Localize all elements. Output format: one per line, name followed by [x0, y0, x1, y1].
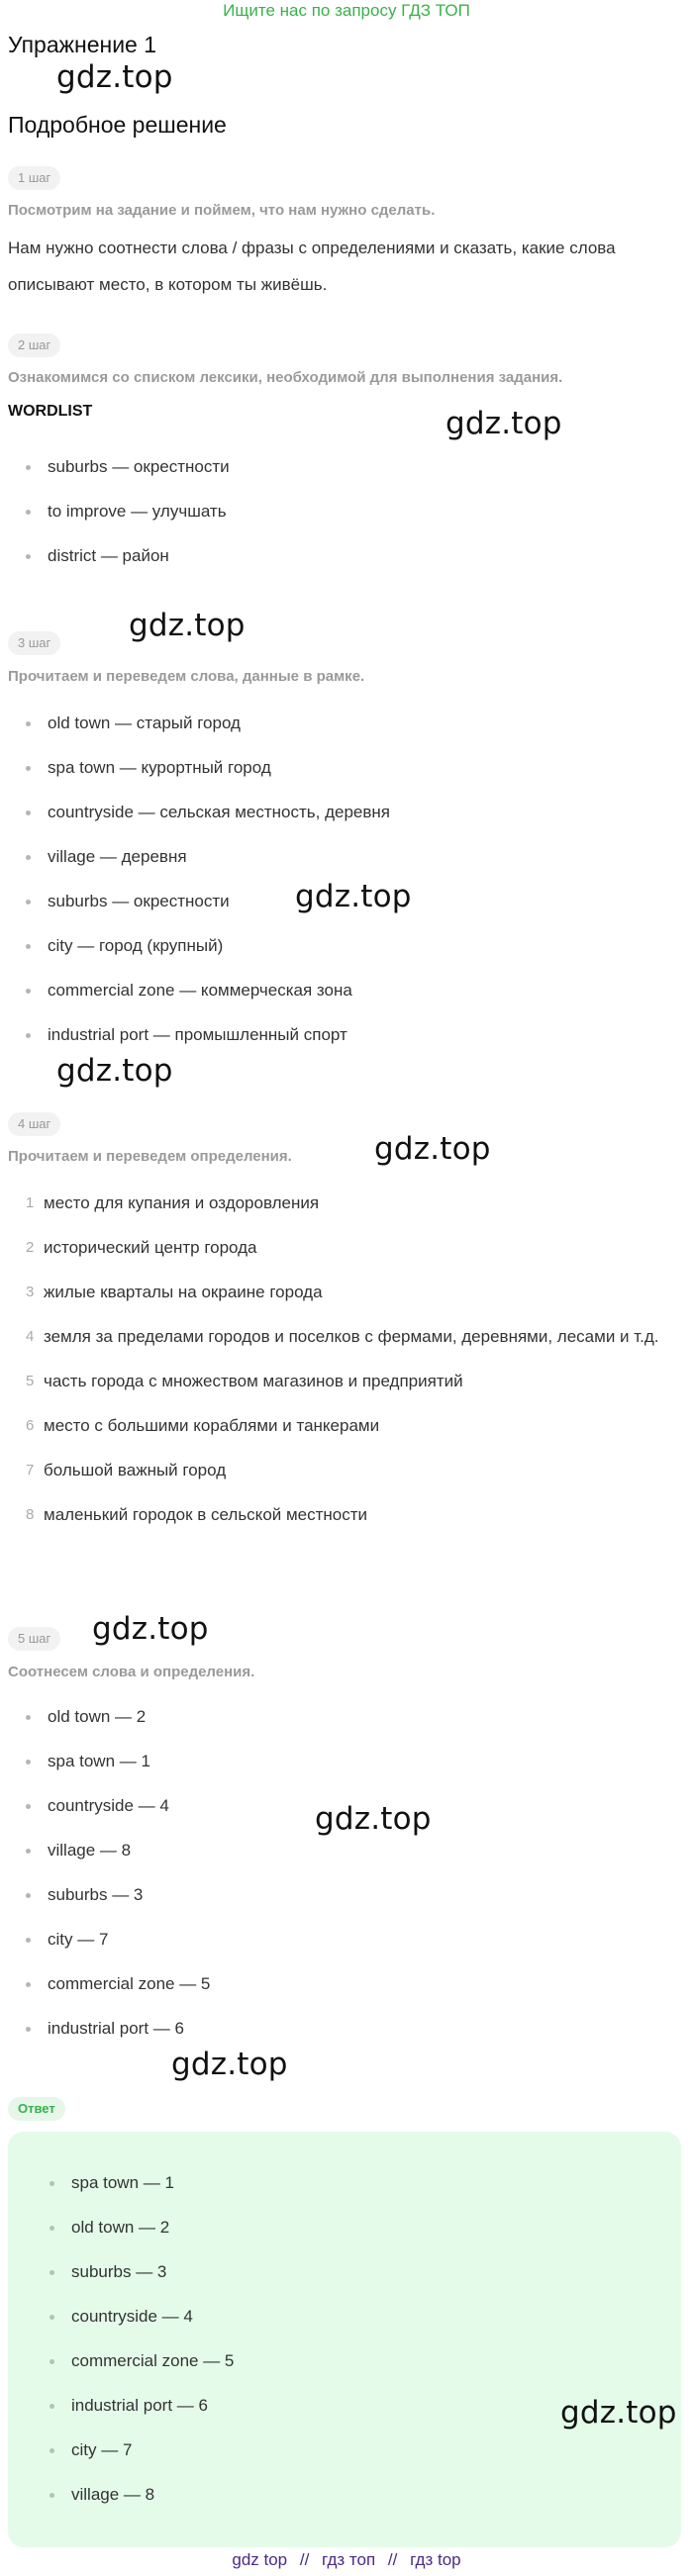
list-item: industrial port — 6 [0, 2011, 210, 2055]
watermark: gdz.top [92, 1611, 209, 1647]
step-badge: 3 шаг [8, 631, 60, 655]
watermark: gdz.top [171, 2047, 288, 2082]
wordlist-title: WORDLIST [8, 403, 93, 420]
bullet-icon [50, 2448, 54, 2453]
list-item: old town — старый город [0, 706, 390, 750]
list-item: city — 7 [0, 1922, 210, 1966]
bullet-icon [26, 766, 31, 771]
bullet-icon [26, 1938, 31, 1943]
bullet-icon [26, 989, 31, 994]
list-item: 5 часть города с множеством магазинов и предприятий [26, 1372, 463, 1390]
bullet-icon [26, 510, 31, 515]
bullet-icon [50, 2359, 54, 2364]
bullet-icon [26, 1033, 31, 1038]
list-item: city — город (крупный) [0, 928, 390, 973]
answer-box [8, 2132, 681, 2547]
watermark: gdz.top [315, 1801, 432, 1837]
step-badge: 4 шаг [8, 1112, 60, 1136]
list-item: spa town — 1 [8, 2165, 234, 2210]
list-item: old town — 2 [0, 1699, 210, 1744]
list-item: 4 земля за пределами городов и поселков с фермами, деревнями, лесами и т.д. [26, 1327, 659, 1346]
list-item: commercial zone — 5 [8, 2343, 234, 2388]
list-item: commercial zone — 5 [0, 1966, 210, 2011]
top-banner[interactable]: Ищите нас по запросу ГДЗ ТОП [223, 1, 470, 20]
bullet-icon [50, 2315, 54, 2320]
step-description: Соотнесем слова и определения. [8, 1664, 255, 1680]
watermark: gdz.top [56, 1053, 173, 1089]
list-item: countryside — 4 [8, 2299, 234, 2343]
bullet-icon [26, 1982, 31, 1987]
list-item: industrial port — промышленный спорт [0, 1017, 390, 1062]
bullet-icon [26, 811, 31, 815]
list-item: industrial port — 6 [8, 2388, 234, 2433]
bullet-icon [50, 2404, 54, 2409]
bullet-icon [50, 2270, 54, 2275]
footer-separator: // [387, 2550, 398, 2569]
list-item: countryside — 4 [0, 1788, 210, 1833]
watermark: gdz.top [446, 406, 562, 441]
bullet-icon [26, 2027, 31, 2032]
list-item: commercial zone — коммерческая зона [0, 973, 390, 1017]
bullet-icon [26, 1893, 31, 1898]
list-item: countryside — сельская местность, деревня [0, 795, 390, 839]
bullet-icon [26, 1849, 31, 1854]
list-item: suburbs — окрестности [0, 884, 390, 928]
watermark: gdz.top [560, 2395, 677, 2431]
section-title: Подробное решение [8, 112, 227, 138]
list-item: 2 исторический центр города [26, 1238, 257, 1257]
step-description: Посмотрим на задание и поймем, что нам нужно сделать. [8, 202, 436, 219]
bullet-icon [26, 1804, 31, 1809]
list-item: 3 жилые кварталы на окраине города [26, 1283, 323, 1301]
step-description: Прочитаем и переведем определения. [8, 1148, 292, 1165]
list-item: old town — 2 [8, 2210, 234, 2254]
watermark: gdz.top [295, 879, 412, 914]
matching-list [0, 1699, 210, 2055]
list-item: district — район [0, 538, 230, 583]
list-item: suburbs — окрестности [0, 449, 230, 494]
footer-link[interactable]: гдз топ [322, 2550, 376, 2569]
page-title: Упражнение 1 [8, 32, 157, 57]
list-item: to improve — улучшать [0, 494, 230, 538]
watermark: gdz.top [129, 608, 246, 643]
bullet-icon [26, 1760, 31, 1765]
watermark: gdz.top [374, 1131, 491, 1167]
bullet-icon [50, 2226, 54, 2231]
bullet-icon [26, 900, 31, 905]
footer-link[interactable]: gdz top [232, 2550, 288, 2569]
list-item: spa town — курортный город [0, 750, 390, 795]
list-item: suburbs — 3 [0, 1877, 210, 1922]
list-item: city — 7 [8, 2433, 234, 2477]
bullet-icon [26, 554, 31, 559]
list-item: suburbs — 3 [8, 2254, 234, 2299]
answer-badge: Ответ [8, 2097, 65, 2121]
list-item: village — 8 [8, 2477, 234, 2522]
step-description: Прочитаем и переведем слова, данные в рамке. [8, 668, 365, 685]
list-item: village — деревня [0, 839, 390, 884]
bullet-icon [26, 1715, 31, 1720]
definitions-list [0, 1186, 693, 1542]
step-badge: 5 шаг [8, 1627, 60, 1651]
answer-list [8, 2165, 234, 2522]
bullet-icon [26, 721, 31, 726]
list-item: 7 большой важный город [26, 1461, 227, 1479]
bullet-icon [26, 855, 31, 860]
step-badge: 1 шаг [8, 166, 60, 190]
list-item: spa town — 1 [0, 1744, 210, 1788]
list-item: 6 место с большими кораблями и танкерами [26, 1416, 380, 1435]
footer-link[interactable]: гдз top [410, 2550, 461, 2569]
bullet-icon [26, 465, 31, 470]
footer-links [0, 2550, 693, 2570]
step-text: Нам нужно соотнести слова / фразы с определениями и сказать, какие слова описывают место, в котором ты живёшь. [8, 239, 616, 294]
list-item: 1 место для купания и оздоровления [26, 1193, 320, 1212]
watermark: gdz.top [56, 59, 173, 95]
bullet-icon [26, 944, 31, 949]
step-badge: 2 шаг [8, 334, 60, 357]
step-description: Ознакомимся со списком лексики, необходимой для выполнения задания. [8, 369, 563, 386]
bullet-icon [50, 2181, 54, 2186]
bullet-icon [50, 2493, 54, 2498]
footer-separator: // [299, 2550, 310, 2569]
list-item: 8 маленький городок в сельской местности [26, 1505, 368, 1524]
wordlist [0, 449, 230, 583]
list-item: village — 8 [0, 1833, 210, 1877]
